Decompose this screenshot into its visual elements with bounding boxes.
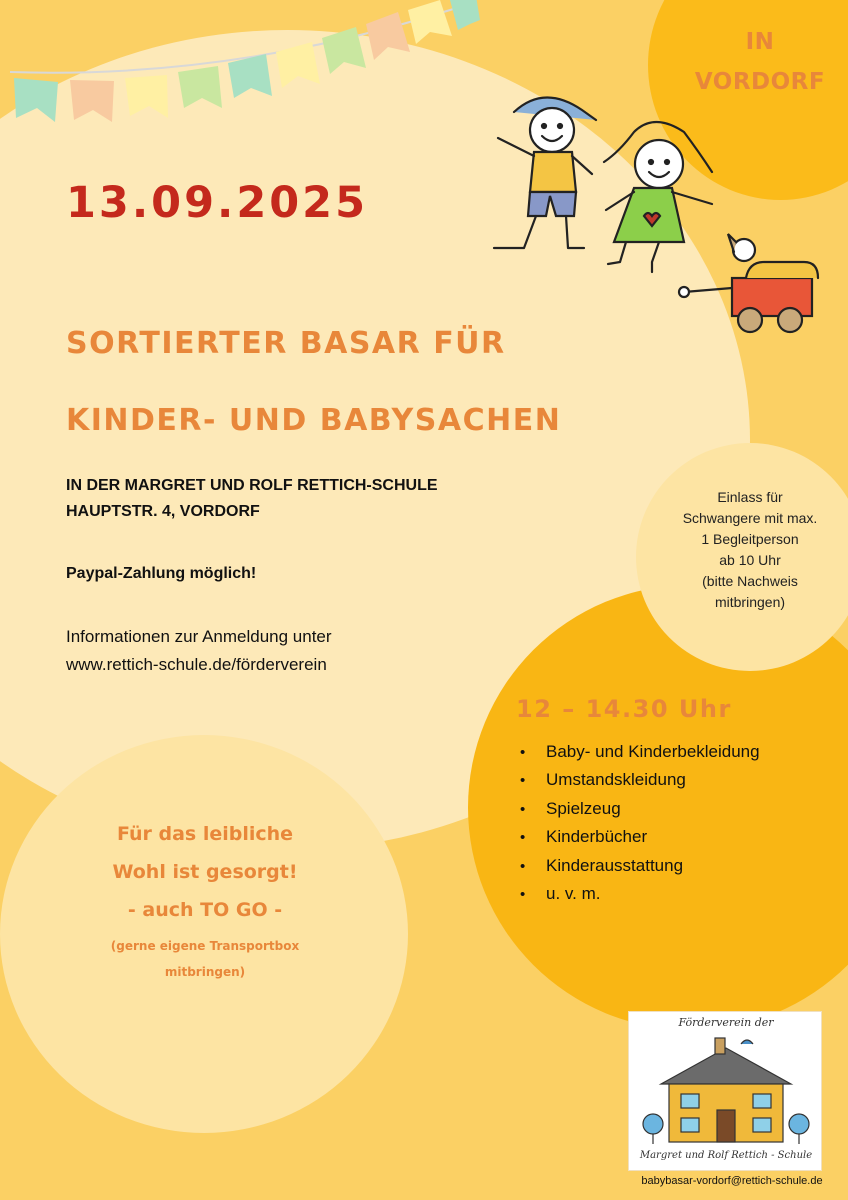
entry-note-line: Schwangere mit max. xyxy=(682,510,818,526)
bunting-flag xyxy=(408,0,452,44)
venue-name: IN DER MARGRET UND ROLF RETTICH-SCHULE xyxy=(66,477,438,494)
entry-note-line: (bitte Nachweis xyxy=(702,573,798,589)
food-info-line: Für das leibliche xyxy=(116,823,294,845)
bunting-flag xyxy=(14,78,58,122)
bunting-flag xyxy=(178,66,222,108)
bunting-flag xyxy=(366,12,410,60)
bunting-garland-illustration xyxy=(0,0,480,140)
logo-bottom-text: Margret und Rolf Rettich - Schule xyxy=(639,1150,813,1161)
event-title-line: SORTIERTER BASAR FÜR xyxy=(66,326,506,361)
bunting-flag xyxy=(70,80,114,122)
entry-note xyxy=(648,487,848,613)
registration-info xyxy=(66,623,332,679)
logo-top-text: Förderverein der xyxy=(678,1016,774,1029)
bunting-flag xyxy=(228,54,272,98)
entry-note-line: mitbringen) xyxy=(714,594,786,610)
payment-note: Paypal-Zahlung möglich! xyxy=(66,565,257,582)
bunting-flag xyxy=(125,75,168,118)
list-item: • Baby- und Kinderbekleidung xyxy=(520,738,760,766)
food-info-line: Wohl ist gesorgt! xyxy=(112,861,298,883)
food-info-line: (gerne eigene Transportbox xyxy=(110,939,300,953)
item-list xyxy=(520,738,760,908)
venue-street: HAUPTSTR. 4, VORDORF xyxy=(66,503,260,520)
list-item: • Kinderausstattung xyxy=(520,852,760,880)
list-item: • u. v. m. xyxy=(520,880,760,908)
school-house-illustration xyxy=(641,1034,811,1150)
food-info-line: mitbringen) xyxy=(164,965,246,979)
registration-info-label: Informationen zur Anmeldung unter xyxy=(66,627,332,646)
bunting-flag xyxy=(322,27,366,74)
bunting-flag xyxy=(276,42,320,88)
food-info-line: - auch TO GO - xyxy=(127,899,283,921)
entry-note-line: ab 10 Uhr xyxy=(719,552,781,568)
entry-note-line: Einlass für xyxy=(717,489,783,505)
list-item: • Spielzeug xyxy=(520,795,760,823)
food-info xyxy=(30,815,380,985)
entry-note-line: 1 Begleitperson xyxy=(701,531,799,547)
registration-url: www.rettich-schule.de/förderverein xyxy=(66,655,327,674)
event-title xyxy=(66,305,561,459)
list-item: • Umstandskleidung xyxy=(520,766,760,794)
event-title-line: KINDER- UND BABYSACHEN xyxy=(66,403,562,438)
event-date: 13.09.2025 xyxy=(66,178,369,228)
bunting-flag xyxy=(450,0,480,30)
location-badge: IN VORDORF xyxy=(694,29,826,95)
contact-email: babybasar-vordorf@rettich-schule.de xyxy=(641,1175,823,1187)
opening-hours: 12 – 14.30 Uhr xyxy=(516,695,732,723)
venue-address xyxy=(66,473,438,525)
school-association-logo xyxy=(628,1011,822,1171)
list-item: • Kinderbücher xyxy=(520,823,760,851)
